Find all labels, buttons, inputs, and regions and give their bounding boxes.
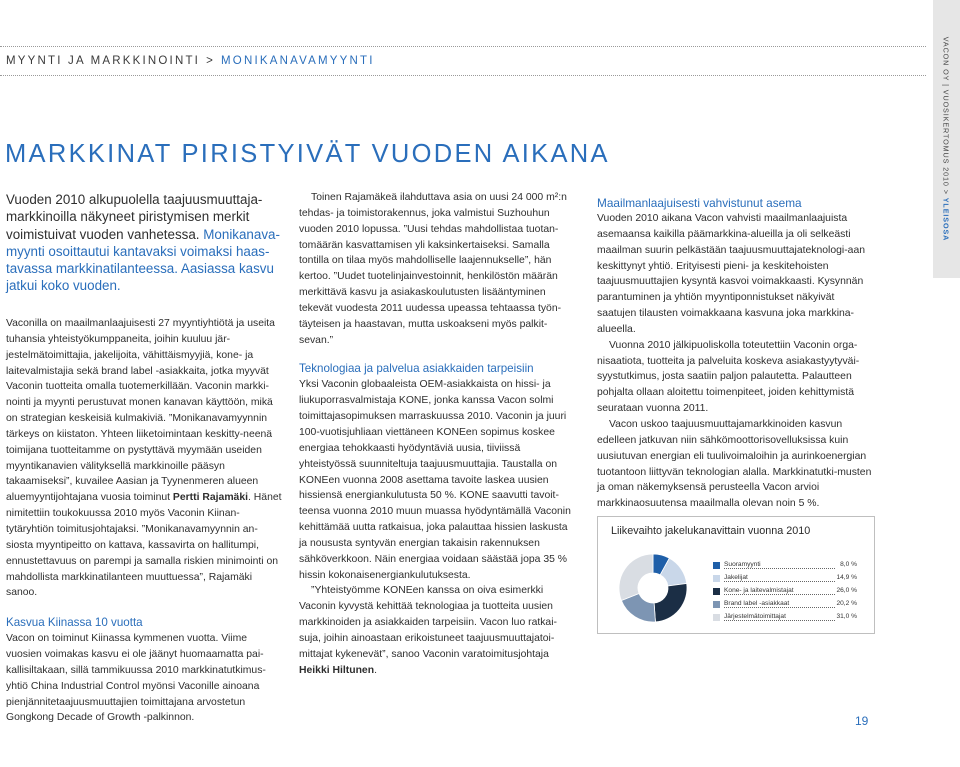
chart-box xyxy=(597,516,875,634)
legend-item xyxy=(713,599,857,612)
legend-swatch xyxy=(713,575,720,582)
col2-p3-end: . xyxy=(374,664,377,676)
legend-leader-dots xyxy=(724,581,835,582)
breadcrumb-separator: > xyxy=(206,55,216,67)
legend-item xyxy=(713,586,857,599)
sidebar-publication: VACON OY | VUOSIKERTOMUS 2010 > xyxy=(941,36,951,195)
legend-leader-dots xyxy=(724,620,835,621)
legend-value: 14,9 % xyxy=(836,574,857,581)
column-2 xyxy=(299,190,577,678)
breadcrumb-current[interactable]: MONIKANAVAMYYNTI xyxy=(221,55,375,67)
col1-p1-text: Vaconilla on maailmanlaajuisesti 27 myyntiyhtiötä ja useita tuhansia yhteistyökumppaneita, joihin kuuluu jär-jestelmätoimittajia, jakelijoita, vähittäismyyjiä, kone- ja laitevalmistajia sekä brand label -asiakkaita, jotka myyvät Vaconin tuotteita omalla tuotemerkillään. Vaconin markki-nointi ja myynti perustuvat monen kanavan käyttöön, mikä on strategian keskeisiä kulmakiviä. ”Monikanavamyynnin tärkeys on kiistaton. Yhteen liiketoimintaan keskitty-neenä toimijana tuotteitamme on pystyttävä myymään useiden myyntikanavien välityksellä markkinoille pääsyn takaamiseksi”, kuvailee Aasian ja Tyynenmeren alueen aluemyyntijohtajana vuosia toiminut xyxy=(6,318,275,504)
sidebar-section-highlight: YLEISOSA xyxy=(941,197,951,242)
col3-paragraph-1: Vuoden 2010 aikana Vacon vahvisti maailmanlaajuista asemaansa kaikilla päämarkkina-alueilla ja oli selkeästi maailman suurin pelkästään taajuusmuuttajateknologi-aan keskittynyt yhtiö. Erityisesti pieni- ja keskitehoisten taajuusmuuttajien kysyntä kasvoi voimakkaasti. Kysynnän parantuminen ja yhtiön myyntiponnistukset näkyivät saatujen tilausten voimakkaana kasvuna joka markkina-alueella. xyxy=(597,213,866,335)
legend-swatch xyxy=(713,562,720,569)
legend-leader-dots xyxy=(724,607,835,608)
col2-paragraph-2: Yksi Vaconin globaaleista OEM-asiakkaista on hissi- ja liukuporrasvalmistaja KONE, jonka kanssa Vacon solmi toimittajasopimuksen marraskuussa 2010. Vaconin ja juuri 100-vuotisjuhliaan viettäneen KONEen sopimus koskee energiaa tehokkaasti hyödyntäviä uusia, tiiviissä yhteistyössä suunniteltuja taajuusmuuttajia. Taustalla on KONEen vuonna 2008 asettama tavoite laskea uusien hissiensä energiankulutusta 50 %. KONE saavutti tavoit-teensa vuonna 2010 muun muassa hyödyntämällä Vaconin kehittämää uutta ratkaisua, joka palauttaa hissien laskusta ja noususta syntyvän energian takaisin rakennuksen sähköverkkoon. Näin energiaa voidaan säästää jopa 35 % hissin kokonaisenergiankulutuksesta. xyxy=(299,379,571,581)
breadcrumb xyxy=(6,55,375,67)
legend-item xyxy=(713,573,857,586)
pie-slice-5 xyxy=(619,554,653,600)
legend-value: 8,0 % xyxy=(840,561,857,568)
legend-leader-dots xyxy=(724,568,835,569)
legend-value: 20,2 % xyxy=(836,600,857,607)
page-title: MARKKINAT PIRISTYIVÄT VUODEN AIKANA xyxy=(5,140,610,168)
column-1 xyxy=(6,316,282,726)
page-number: 19 xyxy=(855,714,869,728)
legend-swatch xyxy=(713,614,720,621)
legend-label: Kone- ja laitevalmistajat xyxy=(724,587,794,594)
legend-label: Jakelijat xyxy=(724,574,748,581)
col2-paragraph-3 xyxy=(299,583,577,678)
legend-label: Brand label -asiakkaat xyxy=(724,600,790,607)
lead-text-dark: Vuoden 2010 alkupuolella taajuusmuuttaja-markkinoilla näkyneet piristymisen merkit voimistuivat vuoden vanhetessa. xyxy=(6,192,263,242)
legend-swatch xyxy=(713,588,720,595)
col1-paragraph-2: Vacon on toiminut Kiinassa kymmenen vuotta. Viime vuosien voimakas kasvu ei ole jäänyt huomaamatta pai-kallisiltakaan, sillä tammikuussa 2010 markkinatutkimus-yhtiö China Industrial Control myönsi Vaconille ainoana pienjännitetaajuusmuuttajien toimittajana arvostetun Gongkong Decade of Growth -palkinnon. xyxy=(6,633,266,724)
col1-subheading: Kasvua Kiinassa 10 vuotta xyxy=(6,616,143,630)
lead-paragraph xyxy=(6,191,292,295)
legend-label: Suoramyynti xyxy=(724,561,761,568)
col2-person-name: Heikki Hiltunen xyxy=(299,664,375,676)
col1-person-name: Pertti Rajamäki xyxy=(172,492,249,504)
sidebar-label[interactable] xyxy=(932,0,960,278)
pie-slice-3 xyxy=(654,583,687,621)
chart-legend xyxy=(713,560,857,625)
col1-paragraph-1 xyxy=(6,316,282,601)
col2-p3-text: ”Yhteistyömme KONEen kanssa on oiva esimerkki Vaconin kyvystä kehittää teknologiaa ja tuotteita uusien markkinoiden ja asiakkaiden tarpeisiin. Vacon luo ratkai-suja, joihin ainoastaan erikoistuneet taajuusmuuttajatoi-mittajat kykenevät”, sanoo Vaconin varatoimitusjohtaja xyxy=(299,585,557,660)
col2-subheading: Teknologiaa ja palvelua asiakkaiden tarpeisiin xyxy=(299,362,534,376)
legend-label: Järjestelmätoimittajat xyxy=(724,613,786,620)
legend-leader-dots xyxy=(724,594,835,595)
column-3 xyxy=(597,195,872,512)
breadcrumb-section[interactable]: MYYNTI JA MARKKINOINTI xyxy=(6,55,201,67)
legend-swatch xyxy=(713,601,720,608)
header-top-divider xyxy=(0,46,926,47)
lead-text-blue: Monikanava-myynti osoittautui kantavaksi voimaksi haas-tavassa markkinatilanteessa. Aasiassa kasvu jatkui koko vuoden. xyxy=(6,226,280,294)
legend-item xyxy=(713,560,857,573)
col3-subheading: Maailmanlaajuisesti vahvistunut asema xyxy=(597,196,802,210)
col3-paragraph-3: Vacon uskoo taajuusmuuttajamarkkinoiden kasvun edelleen jatkuvan niin sähkömoottorisovelluksissa kuin uusiutuvan energian eli tuulivoimaloihin ja aurinkoenergian tuotantoon liittyvän teknologian alalla. Markkinatutki-musten ja oman näkemyksensä perusteella Vacon arvioi markkinaosuutensa maailmalla olevan noin 5 %. xyxy=(597,418,872,510)
legend-value: 26,0 % xyxy=(836,587,857,594)
col2-paragraph-1: Toinen Rajamäkeä ilahduttava asia on uusi 24 000 m²:n tehdas- ja toimistorakennus, joka valmistui Suzhouhun vuoden 2010 lopussa. ”Uusi tehdas mahdollistaa tuotan-tomäärän kasvattamisen yli kaksinkertaiseksi. Samalla tontilla on tilaa myös mahdolliselle laajennukselle”, hän kertoo. ”Uudet tuotelinjainvestoinnit, henkilöstön määrän merkittävä kasvu ja asiakaskoulutusten lisääntyminen tekevät vuodesta 2011 uudessa upeassa tehtaassa työn-täyteisen ja haastavan, mutta uskoakseni myös palkit-sevan.” xyxy=(299,192,567,346)
col1-p1-end: . Hänet nimitettiin toukokuussa 2010 myös Vaconin Kiinan-tytäryhtiön toimitusjohtajaksi. ”Monikanavamyynnin an-siosta myyntipeitto on kattava, kassavirta on hallitumpi, ennustettavuus on parempi ja samalla riskien minimointi on mahdollista markkinatilanteen muuttuessa”, Rajamäki sanoo. xyxy=(6,492,282,599)
chart-title: Liikevaihto jakelukanavittain vuonna 2010 xyxy=(611,525,811,537)
pie-chart xyxy=(618,553,688,623)
header-bottom-divider xyxy=(0,75,926,76)
legend-item xyxy=(713,612,857,625)
legend-value: 31,0 % xyxy=(836,613,857,620)
col3-paragraph-2: Vuonna 2010 jälkipuoliskolla toteutettiin Vaconin orga-nisaatiota, tuotteita ja palveluita koskeva asiakastyytyväi-syystutkimus, josta saatiin paljon palautetta. Palautteen pohjalta ollaan aloitettu toimenpiteet, joiden kehittymistä seurataan vuonna 2011. xyxy=(597,339,860,415)
